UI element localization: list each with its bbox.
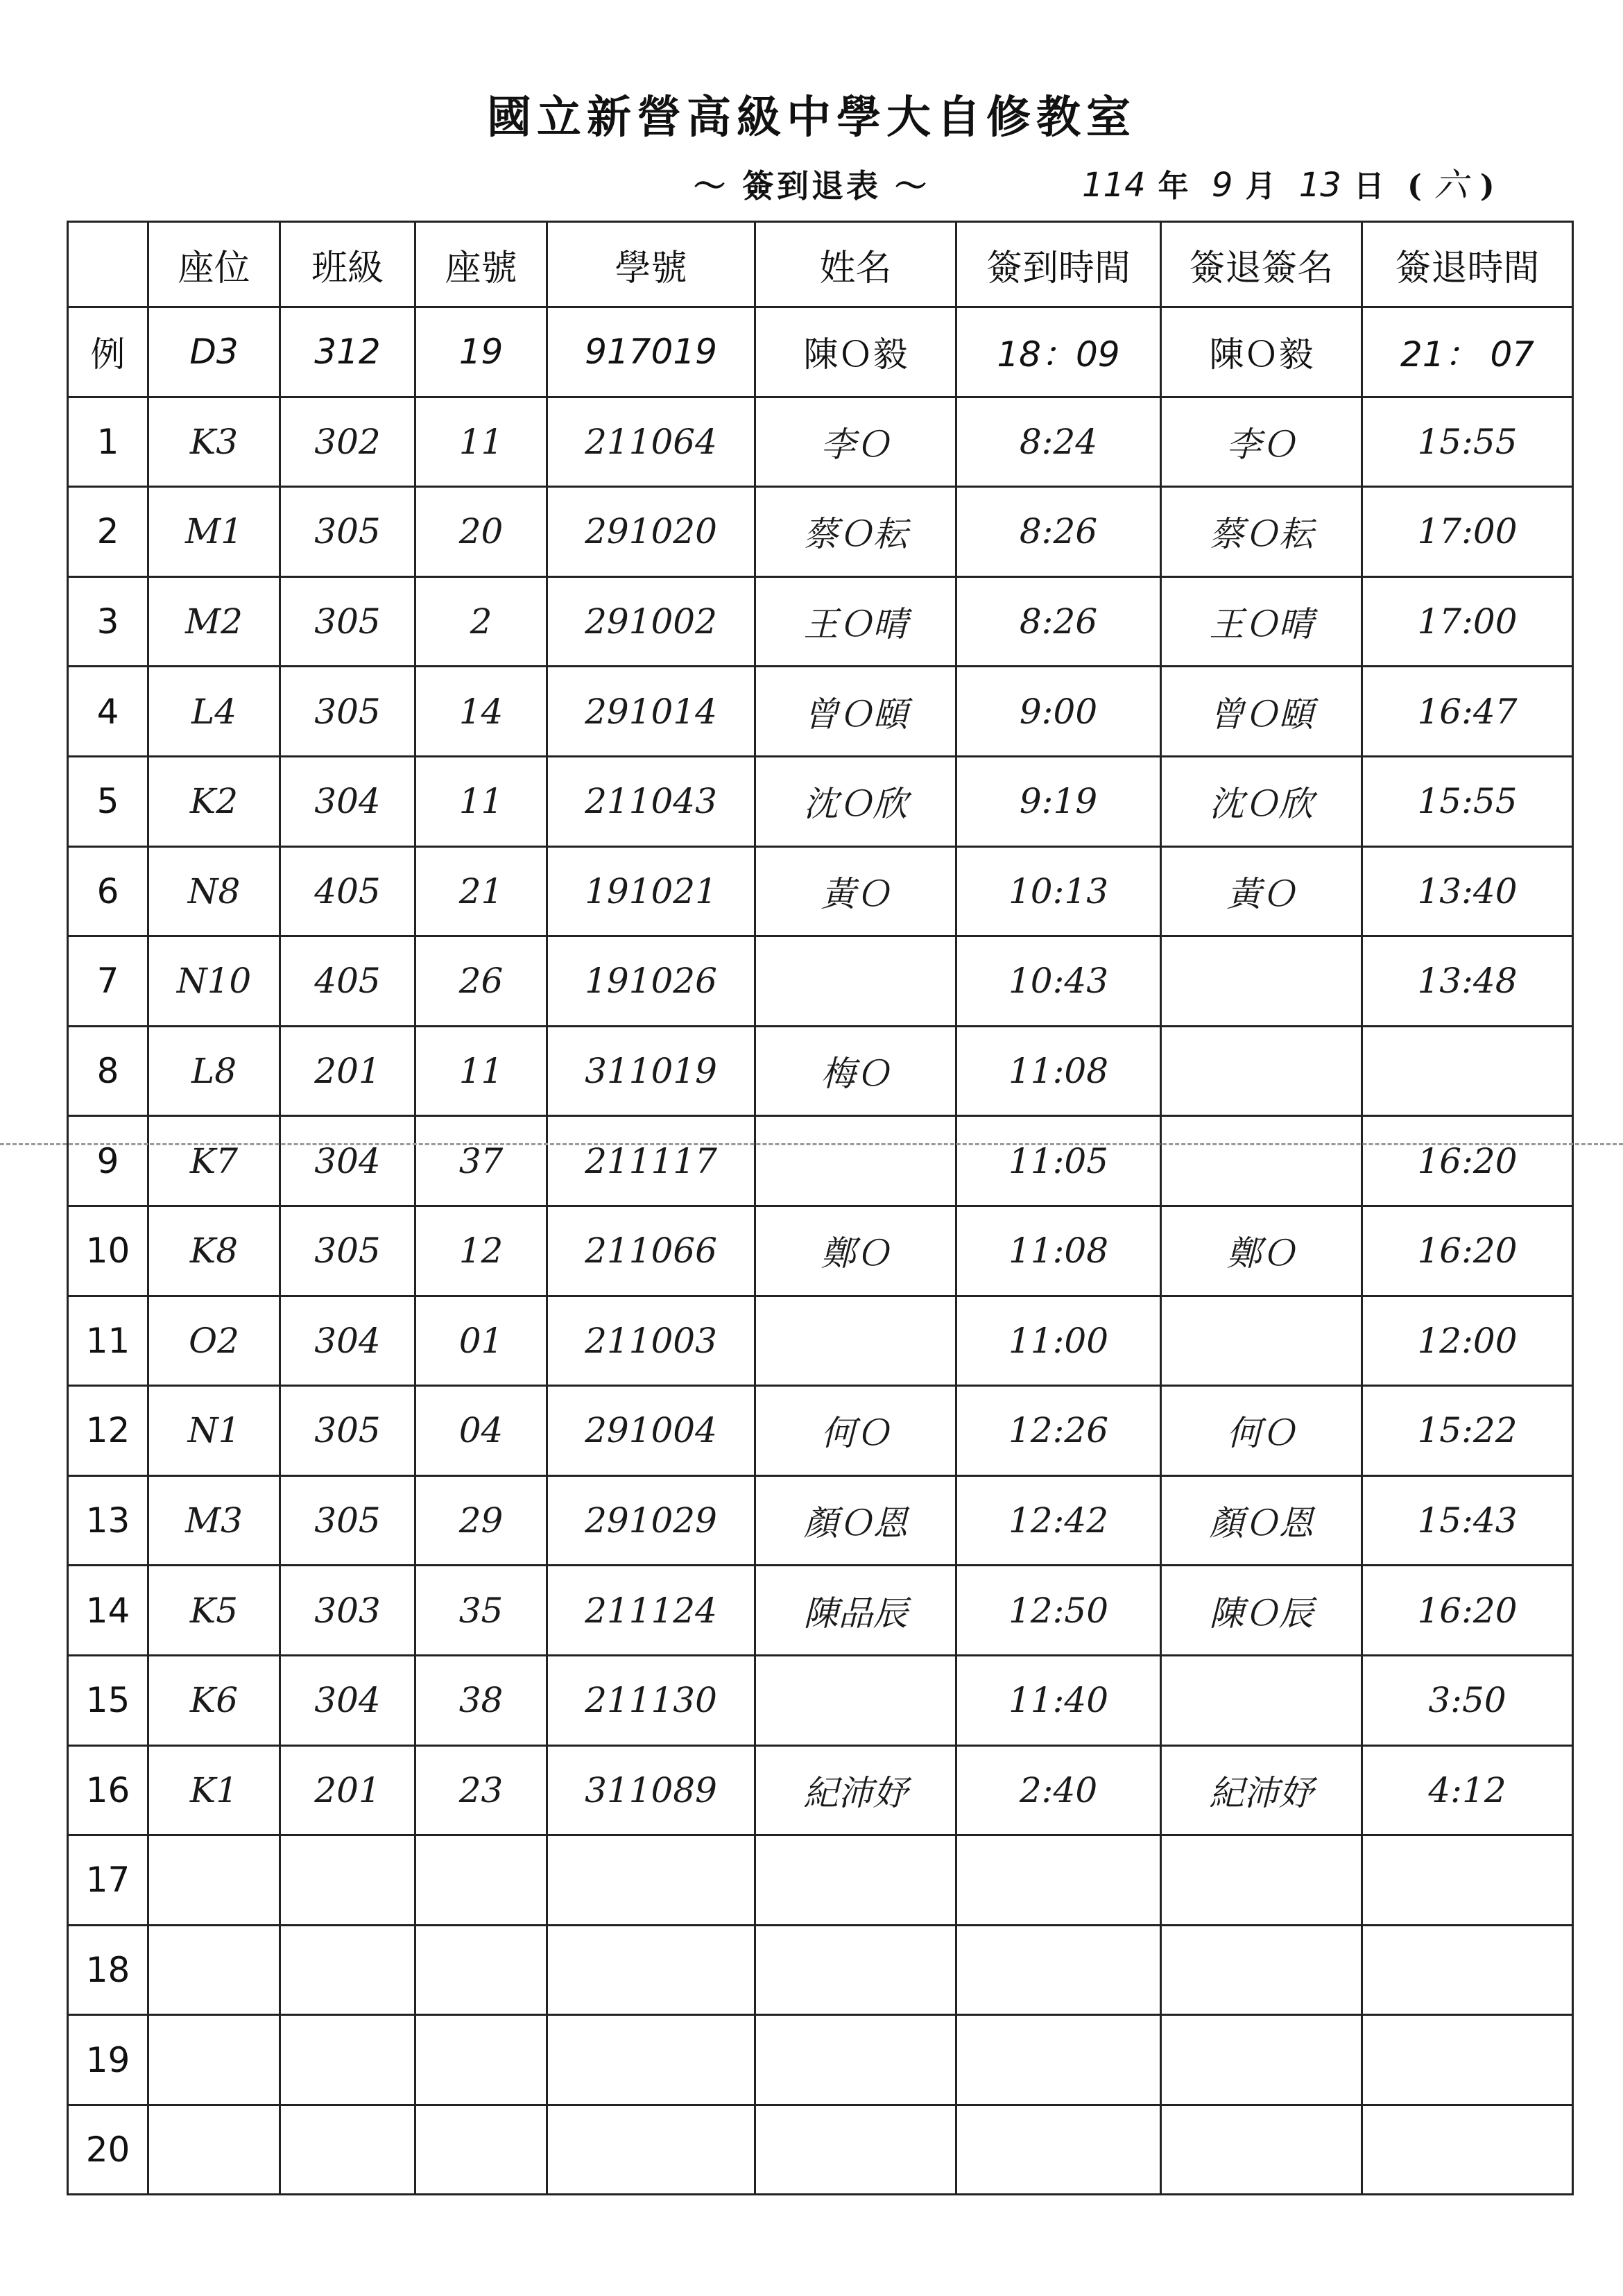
date-month: 9 [1211, 166, 1233, 205]
name-cell: 蔡Ｏ耘 [755, 487, 956, 577]
checkout-signature-cell: 王Ｏ晴 [1161, 576, 1362, 667]
seat-cell: O2 [148, 1296, 280, 1386]
seat-cell [148, 2015, 280, 2105]
row-number: 15 [68, 1655, 148, 1745]
checkout-signature-cell: 鄭Ｏ [1161, 1206, 1362, 1296]
checkout-time-cell: 3:50 [1362, 1655, 1573, 1745]
class-cell: 201 [280, 1745, 415, 1835]
seat-cell: K3 [148, 397, 280, 487]
seat-cell: L8 [148, 1026, 280, 1116]
table-row [68, 1386, 1573, 1476]
checkout-time-cell: 13:40 [1362, 846, 1573, 936]
checkout-time-cell: 16:20 [1362, 1206, 1573, 1296]
class-cell [280, 1925, 415, 2015]
student-id-cell: 211003 [547, 1296, 755, 1386]
table-row [68, 936, 1573, 1027]
class-cell: 305 [280, 667, 415, 757]
checkin-time-cell: 10:13 [956, 846, 1161, 936]
student-id-cell [547, 1835, 755, 1926]
example-seat: D3 [148, 307, 280, 397]
checkin-time-cell: 12:50 [956, 1566, 1161, 1656]
class-cell [280, 1835, 415, 1926]
checkout-signature-cell: 顏Ｏ恩 [1161, 1475, 1362, 1566]
row-number: 10 [68, 1206, 148, 1296]
seat-no-cell: 12 [415, 1206, 547, 1296]
date-day-label: 日 [1353, 169, 1384, 204]
checkout-time-cell: 13:48 [1362, 936, 1573, 1027]
student-id-cell: 291029 [547, 1475, 755, 1566]
class-cell: 405 [280, 846, 415, 936]
table-row [68, 487, 1573, 577]
checkout-time-cell [1362, 2105, 1573, 2195]
date-line [1082, 158, 1507, 206]
name-cell: 王Ｏ晴 [755, 576, 956, 667]
student-id-cell [547, 2105, 755, 2195]
class-cell: 304 [280, 756, 415, 846]
class-cell: 305 [280, 487, 415, 577]
row-number: 9 [68, 1116, 148, 1206]
seat-cell: L4 [148, 667, 280, 757]
checkout-time-cell: 15:55 [1362, 756, 1573, 846]
checkout-signature-cell [1161, 2105, 1362, 2195]
seat-no-cell: 20 [415, 487, 547, 577]
checkout-time-cell: 17:00 [1362, 487, 1573, 577]
checkout-signature-cell [1161, 2015, 1362, 2105]
weekday-close-paren: ) [1479, 169, 1495, 204]
checkin-time-cell: 9:00 [956, 667, 1161, 757]
checkout-signature-cell: 紀沛妤 [1161, 1745, 1362, 1835]
seat-cell: N8 [148, 846, 280, 936]
form-subtitle: ～ 簽到退表 ～ [694, 167, 930, 205]
checkout-time-cell: 16:20 [1362, 1566, 1573, 1656]
row-number: 17 [68, 1835, 148, 1926]
row-number: 18 [68, 1925, 148, 2015]
name-cell: 沈Ｏ欣 [755, 756, 956, 846]
name-cell: 何Ｏ [755, 1386, 956, 1476]
checkin-time-cell: 2:40 [956, 1745, 1161, 1835]
seat-cell: K2 [148, 756, 280, 846]
name-cell [755, 1925, 956, 2015]
seat-cell [148, 1835, 280, 1926]
table-row [68, 1566, 1573, 1656]
row-number: 16 [68, 1745, 148, 1835]
checkin-time-cell: 12:26 [956, 1386, 1161, 1476]
name-cell [755, 1116, 956, 1206]
seat-cell [148, 1925, 280, 2015]
name-cell: 李Ｏ [755, 397, 956, 487]
name-cell [755, 936, 956, 1027]
checkout-signature-cell [1161, 1925, 1362, 2015]
row-number: 7 [68, 936, 148, 1027]
table-row [68, 2105, 1573, 2195]
seat-no-cell: 11 [415, 756, 547, 846]
row-number: 12 [68, 1386, 148, 1476]
student-id-cell: 191026 [547, 936, 755, 1027]
student-id-cell [547, 1925, 755, 2015]
table-row [68, 1026, 1573, 1116]
date-year-label: 年 [1158, 169, 1189, 204]
table-row [68, 2015, 1573, 2105]
seat-no-cell: 37 [415, 1116, 547, 1206]
student-id-cell: 211130 [547, 1655, 755, 1745]
class-cell: 305 [280, 576, 415, 667]
class-cell: 304 [280, 1655, 415, 1745]
seat-no-cell: 01 [415, 1296, 547, 1386]
example-row [68, 307, 1573, 397]
checkin-time-cell [956, 2015, 1161, 2105]
checkin-time-cell: 11:05 [956, 1116, 1161, 1206]
seat-no-cell [415, 2015, 547, 2105]
example-name: 陳Ｏ毅 [755, 307, 956, 397]
name-cell [755, 2015, 956, 2105]
student-id-cell: 211043 [547, 756, 755, 846]
seat-cell: M1 [148, 487, 280, 577]
table-row [68, 1296, 1573, 1386]
weekday-open-paren: ( [1407, 169, 1422, 204]
checkout-time-cell: 17:00 [1362, 576, 1573, 667]
checkout-time-cell [1362, 1925, 1573, 2015]
seat-no-cell [415, 1835, 547, 1926]
checkout-signature-cell [1161, 1026, 1362, 1116]
col-header-checkout-time: 簽退時間 [1362, 222, 1573, 307]
row-number: 6 [68, 846, 148, 936]
col-header-index [68, 222, 148, 307]
seat-no-cell: 04 [415, 1386, 547, 1476]
example-checkout-time: 21： 07 [1362, 307, 1573, 397]
name-cell: 顏Ｏ恩 [755, 1475, 956, 1566]
checkout-signature-cell [1161, 1296, 1362, 1386]
checkout-signature-cell: 沈Ｏ欣 [1161, 756, 1362, 846]
col-header-student-id: 學號 [547, 222, 755, 307]
student-id-cell: 311089 [547, 1745, 755, 1835]
seat-no-cell: 26 [415, 936, 547, 1027]
checkin-time-cell: 8:26 [956, 576, 1161, 667]
seat-no-cell: 23 [415, 1745, 547, 1835]
example-checkin-time: 18：09 [956, 307, 1161, 397]
checkout-signature-cell [1161, 1655, 1362, 1745]
name-cell [755, 1655, 956, 1745]
class-cell: 303 [280, 1566, 415, 1656]
table-row [68, 1116, 1573, 1206]
table-row [68, 1835, 1573, 1926]
table-row [68, 1475, 1573, 1566]
attendance-table [67, 221, 1574, 2195]
class-cell: 304 [280, 1116, 415, 1206]
checkout-time-cell [1362, 1835, 1573, 1926]
class-cell: 201 [280, 1026, 415, 1116]
seat-cell: M3 [148, 1475, 280, 1566]
example-label: 例 [68, 307, 148, 397]
checkin-time-cell: 8:24 [956, 397, 1161, 487]
example-student-id: 917019 [547, 307, 755, 397]
checkout-signature-cell: 李Ｏ [1161, 397, 1362, 487]
table-row [68, 576, 1573, 667]
checkout-time-cell: 16:47 [1362, 667, 1573, 757]
checkout-signature-cell: 黃Ｏ [1161, 846, 1362, 936]
row-number: 3 [68, 576, 148, 667]
checkout-signature-cell: 蔡Ｏ耘 [1161, 487, 1362, 577]
col-header-checkout-signature: 簽退簽名 [1161, 222, 1362, 307]
col-header-checkin-time: 簽到時間 [956, 222, 1161, 307]
name-cell: 陳品辰 [755, 1566, 956, 1656]
seat-cell: K1 [148, 1745, 280, 1835]
checkout-signature-cell [1161, 1835, 1362, 1926]
header-row [68, 222, 1573, 307]
row-number: 8 [68, 1026, 148, 1116]
row-number: 4 [68, 667, 148, 757]
col-header-seat-no: 座號 [415, 222, 547, 307]
checkout-signature-cell [1161, 1116, 1362, 1206]
date-year: 114 [1082, 166, 1146, 205]
checkin-time-cell: 8:26 [956, 487, 1161, 577]
seat-no-cell [415, 1925, 547, 2015]
name-cell [755, 2105, 956, 2195]
seat-no-cell: 29 [415, 1475, 547, 1566]
checkin-time-cell: 11:08 [956, 1206, 1161, 1296]
class-cell [280, 2015, 415, 2105]
checkin-time-cell: 11:40 [956, 1655, 1161, 1745]
table-row [68, 1655, 1573, 1745]
checkin-time-cell [956, 1925, 1161, 2015]
table-row [68, 1745, 1573, 1835]
class-cell: 302 [280, 397, 415, 487]
seat-no-cell: 35 [415, 1566, 547, 1656]
page-title: 國立新營高級中學大自修教室 [487, 92, 1136, 144]
row-number: 14 [68, 1566, 148, 1656]
checkin-time-cell: 10:43 [956, 936, 1161, 1027]
name-cell: 鄭Ｏ [755, 1206, 956, 1296]
table-row [68, 756, 1573, 846]
row-number: 1 [68, 397, 148, 487]
checkin-time-cell: 9:19 [956, 756, 1161, 846]
seat-cell [148, 2105, 280, 2195]
row-number: 20 [68, 2105, 148, 2195]
checkout-signature-cell: 曾Ｏ頤 [1161, 667, 1362, 757]
table-row [68, 846, 1573, 936]
name-cell: 曾Ｏ頤 [755, 667, 956, 757]
example-seat-no: 19 [415, 307, 547, 397]
class-cell: 405 [280, 936, 415, 1027]
table-row [68, 397, 1573, 487]
student-id-cell: 191021 [547, 846, 755, 936]
checkout-time-cell: 15:55 [1362, 397, 1573, 487]
checkout-time-cell: 12:00 [1362, 1296, 1573, 1386]
student-id-cell: 291020 [547, 487, 755, 577]
seat-no-cell: 11 [415, 397, 547, 487]
seat-no-cell: 14 [415, 667, 547, 757]
date-weekday: 六 [1434, 166, 1468, 205]
table-row [68, 1925, 1573, 2015]
checkout-time-cell: 15:22 [1362, 1386, 1573, 1476]
class-cell: 305 [280, 1386, 415, 1476]
checkin-time-cell: 12:42 [956, 1475, 1161, 1566]
checkout-signature-cell: 何Ｏ [1161, 1386, 1362, 1476]
row-number: 11 [68, 1296, 148, 1386]
col-header-seat: 座位 [148, 222, 280, 307]
col-header-class: 班級 [280, 222, 415, 307]
checkout-time-cell: 4:12 [1362, 1745, 1573, 1835]
checkin-time-cell [956, 1835, 1161, 1926]
seat-cell: N10 [148, 936, 280, 1027]
seat-cell: M2 [148, 576, 280, 667]
checkout-signature-cell: 陳Ｏ辰 [1161, 1566, 1362, 1656]
student-id-cell: 311019 [547, 1026, 755, 1116]
name-cell [755, 1296, 956, 1386]
row-number: 5 [68, 756, 148, 846]
checkin-time-cell: 11:08 [956, 1026, 1161, 1116]
seat-cell: K6 [148, 1655, 280, 1745]
col-header-name: 姓名 [755, 222, 956, 307]
date-month-label: 月 [1245, 169, 1276, 204]
name-cell: 紀沛妤 [755, 1745, 956, 1835]
class-cell: 304 [280, 1296, 415, 1386]
seat-no-cell: 11 [415, 1026, 547, 1116]
student-id-cell: 211117 [547, 1116, 755, 1206]
row-number: 19 [68, 2015, 148, 2105]
student-id-cell: 211064 [547, 397, 755, 487]
checkout-time-cell [1362, 2015, 1573, 2105]
seat-cell: K8 [148, 1206, 280, 1296]
table-row [68, 1206, 1573, 1296]
student-id-cell: 291002 [547, 576, 755, 667]
row-number: 2 [68, 487, 148, 577]
row-number: 13 [68, 1475, 148, 1566]
student-id-cell: 291014 [547, 667, 755, 757]
seat-no-cell [415, 2105, 547, 2195]
seat-no-cell: 2 [415, 576, 547, 667]
date-day: 13 [1298, 166, 1341, 205]
name-cell: 梅Ｏ [755, 1026, 956, 1116]
example-class: 312 [280, 307, 415, 397]
checkout-signature-cell [1161, 936, 1362, 1027]
student-id-cell: 291004 [547, 1386, 755, 1476]
checkin-time-cell: 11:00 [956, 1296, 1161, 1386]
student-id-cell: 211124 [547, 1566, 755, 1656]
checkout-time-cell [1362, 1026, 1573, 1116]
checkout-time-cell: 15:43 [1362, 1475, 1573, 1566]
checkin-time-cell [956, 2105, 1161, 2195]
seat-cell: K7 [148, 1116, 280, 1206]
seat-cell: K5 [148, 1566, 280, 1656]
class-cell [280, 2105, 415, 2195]
example-checkout-signature: 陳Ｏ毅 [1161, 307, 1362, 397]
student-id-cell [547, 2015, 755, 2105]
table-row [68, 667, 1573, 757]
seat-no-cell: 38 [415, 1655, 547, 1745]
class-cell: 305 [280, 1475, 415, 1566]
checkout-time-cell: 16:20 [1362, 1116, 1573, 1206]
fold-line [0, 1143, 1623, 1145]
seat-cell: N1 [148, 1386, 280, 1476]
student-id-cell: 211066 [547, 1206, 755, 1296]
name-cell [755, 1835, 956, 1926]
class-cell: 305 [280, 1206, 415, 1296]
seat-no-cell: 21 [415, 846, 547, 936]
name-cell: 黃Ｏ [755, 846, 956, 936]
